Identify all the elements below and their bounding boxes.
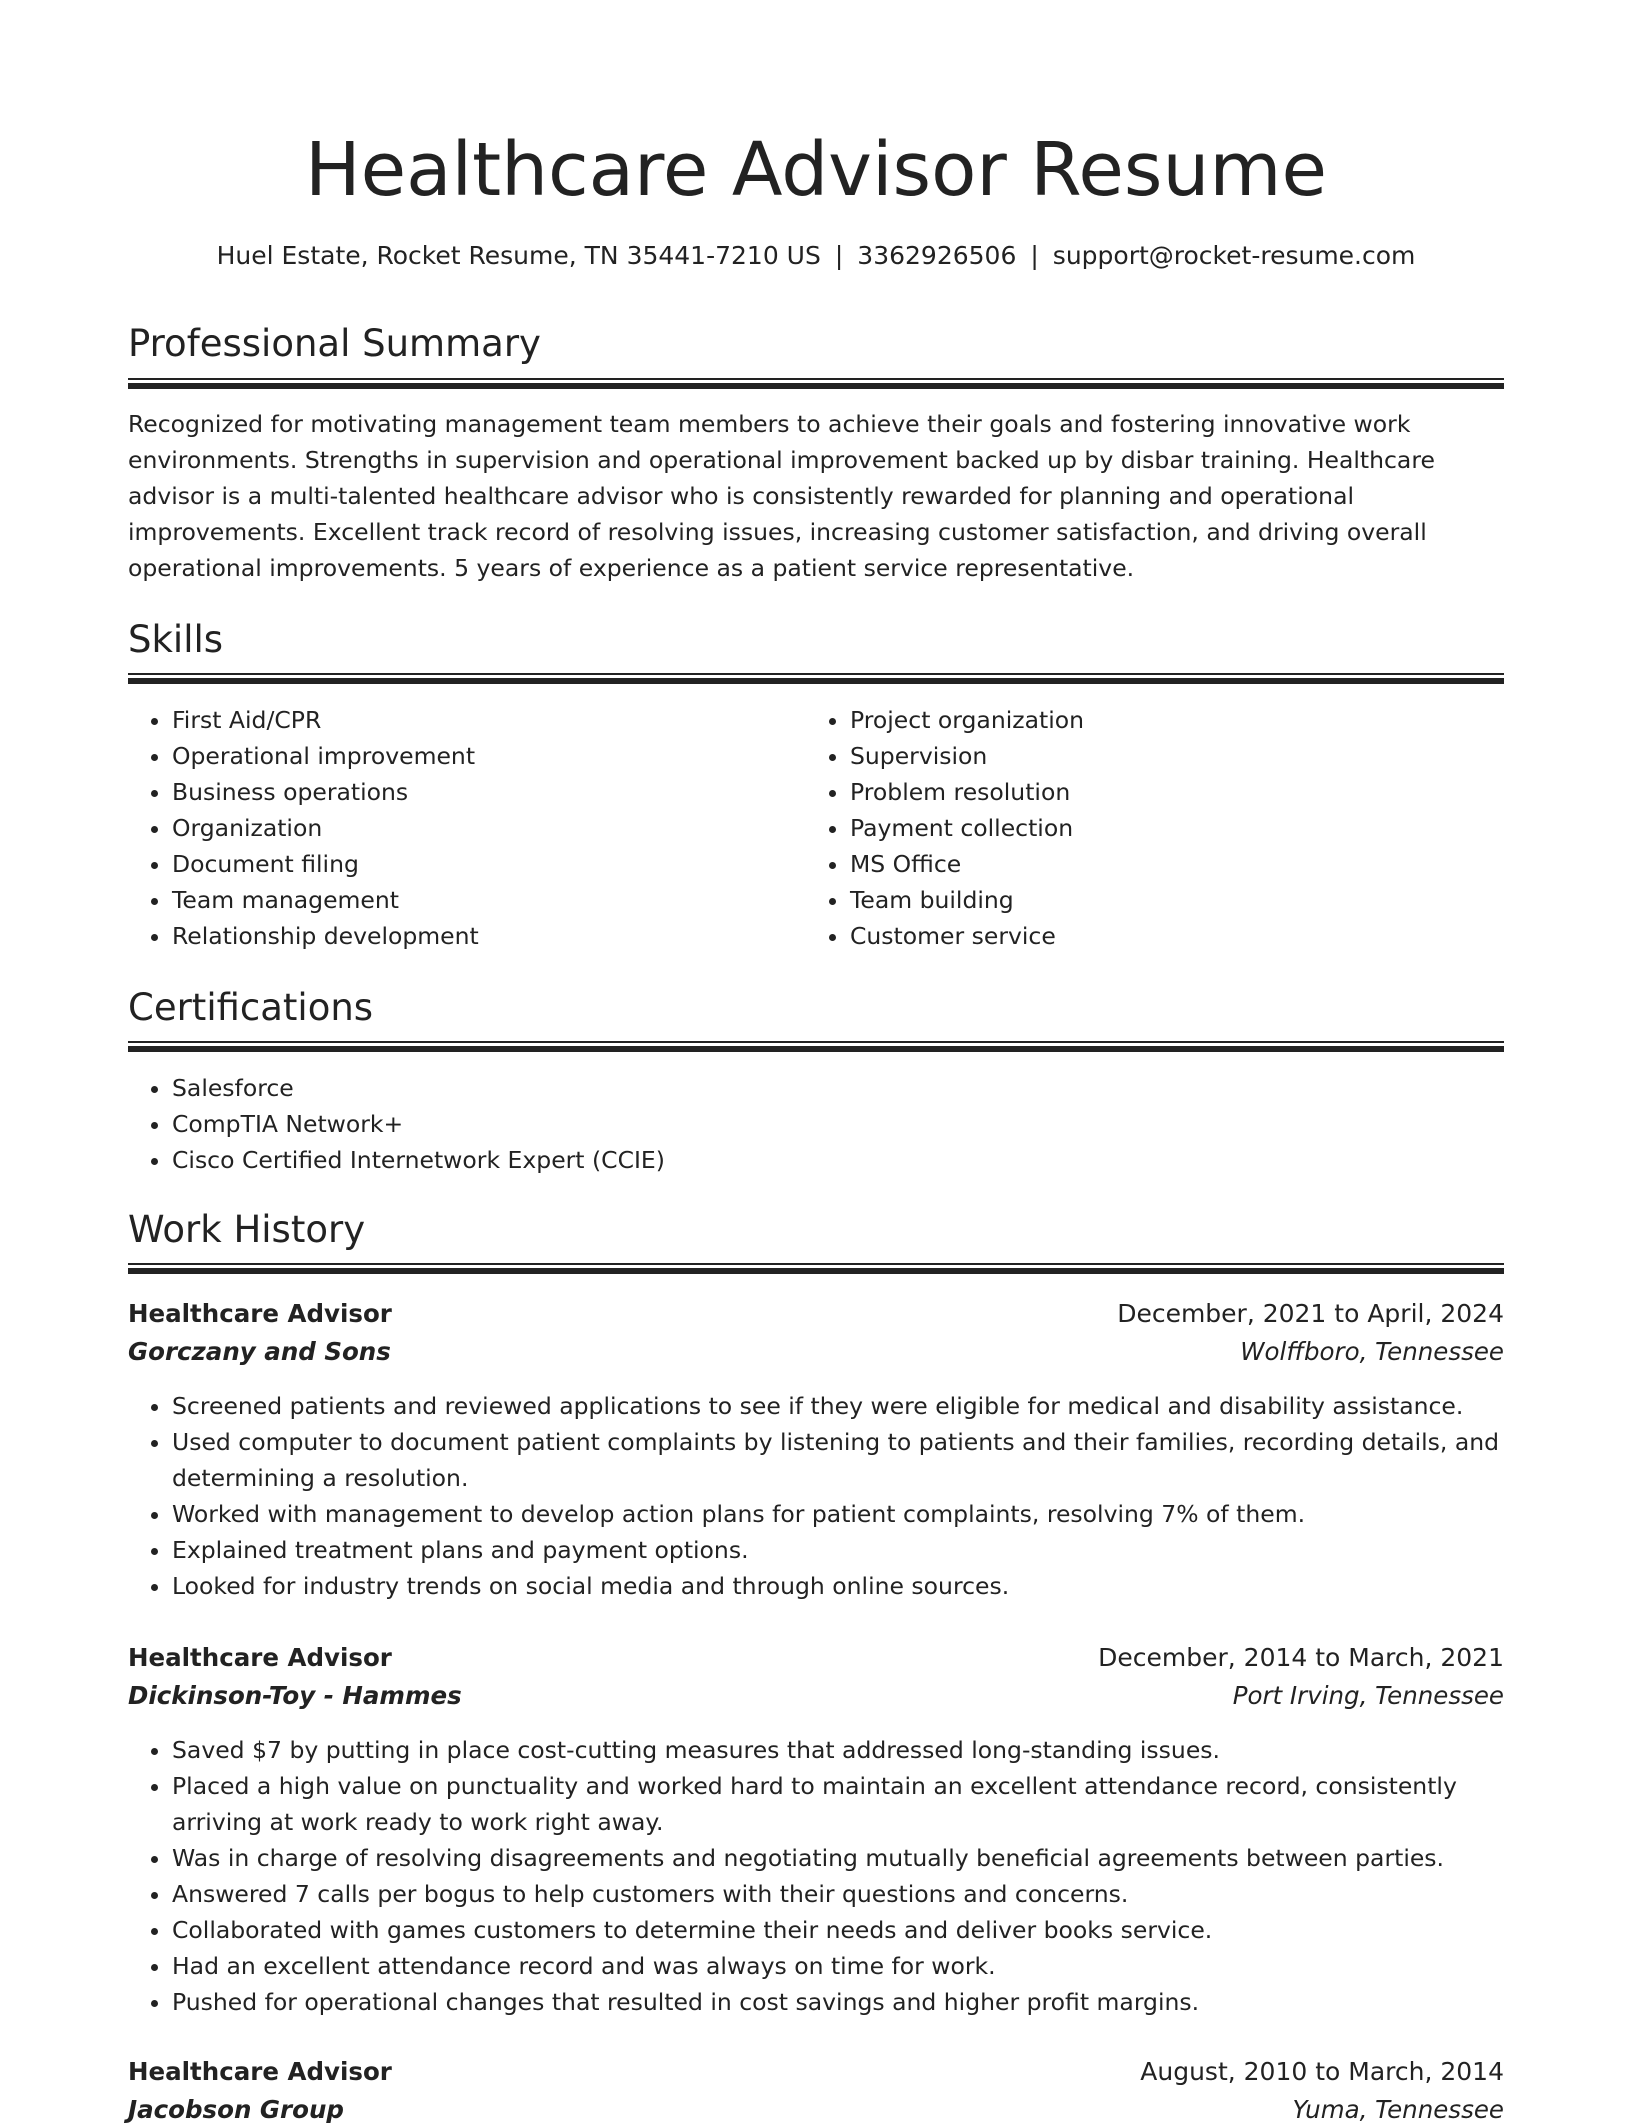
contact-phone: 3362926506 xyxy=(857,241,1017,270)
skills-list-right xyxy=(806,702,1504,954)
job-bullet: • Saved $7 by putting in place cost-cutting measures that addressed long-standing issues. xyxy=(172,1732,1504,1768)
job-company: Dickinson-Toy - Hammes xyxy=(128,1681,462,1710)
skill-item: • Project organization xyxy=(850,702,1504,738)
skill-item: • Payment collection xyxy=(850,810,1504,846)
section-divider xyxy=(128,1263,1504,1274)
job-bullet: • Screened patients and reviewed applications to see if they were eligible for medical and disability assistance. xyxy=(172,1388,1504,1424)
job-bullet: • Placed a high value on punctuality and worked hard to maintain an excellent attendance record, consistently arriving at work ready to work right away. xyxy=(172,1768,1504,1840)
job-bullet-list xyxy=(128,1732,1504,2020)
section-heading-skills: Skills xyxy=(128,618,224,661)
job-bullet: • Was in charge of resolving disagreements and negotiating mutually beneficial agreements between parties. xyxy=(172,1840,1504,1876)
job-bullet: • Used computer to document patient complaints by listening to patients and their families, recording details, and determining a resolution. xyxy=(172,1424,1504,1496)
job-bullet: • Worked with management to develop action plans for patient complaints, resolving 7% of them. xyxy=(172,1496,1504,1532)
skill-item: • Document filing xyxy=(172,846,848,882)
skill-item: • Team management xyxy=(172,882,848,918)
contact-separator: | xyxy=(1030,241,1039,270)
job-title: Healthcare Advisor xyxy=(128,1299,392,1328)
section-divider xyxy=(128,378,1504,389)
section-heading-work-history: Work History xyxy=(128,1208,366,1251)
job-title: Healthcare Advisor xyxy=(128,2057,392,2086)
skills-list-left xyxy=(128,702,848,954)
skill-item: • Relationship development xyxy=(172,918,848,954)
skill-item: • MS Office xyxy=(850,846,1504,882)
job-company: Jacobson Group xyxy=(128,2095,344,2124)
job-bullet: • Pushed for operational changes that resulted in cost savings and higher profit margins. xyxy=(172,1984,1504,2020)
contact-separator: | xyxy=(834,241,844,270)
contact-email: support@rocket-resume.com xyxy=(1052,241,1416,270)
skill-item: • Team building xyxy=(850,882,1504,918)
job-location: Wolffboro, Tennessee xyxy=(1240,1337,1504,1366)
section-divider xyxy=(128,673,1504,684)
skill-item: • Business operations xyxy=(172,774,848,810)
skill-item: • Supervision xyxy=(850,738,1504,774)
job-bullet-list xyxy=(128,1388,1504,1604)
job-dates: December, 2021 to April, 2024 xyxy=(1117,1299,1504,1328)
summary-text: Recognized for motivating management team members to achieve their goals and fostering innovative work environments. Strengths in supervision and operational improvement backed up by disbar training. Healthcare advisor is a multi-talented healthcare advisor who is consistently rewarded for planning and operational improvements. Excellent track record of resolving issues, increasing customer satisfaction, and driving overall operational improvements. 5 years of experience as a patient service representative. xyxy=(128,410,1435,582)
contact-line xyxy=(128,238,1504,274)
job-dates: August, 2010 to March, 2014 xyxy=(1140,2057,1504,2086)
skill-item: • Problem resolution xyxy=(850,774,1504,810)
job-title: Healthcare Advisor xyxy=(128,1643,392,1672)
certification-item: • Salesforce xyxy=(172,1070,1504,1106)
skill-item: • Operational improvement xyxy=(172,738,848,774)
section-heading-summary: Professional Summary xyxy=(128,322,541,365)
certifications-list xyxy=(128,1070,1504,1178)
contact-address: Huel Estate, Rocket Resume, TN 35441-7210 US xyxy=(216,241,821,270)
job-location: Port Irving, Tennessee xyxy=(1232,1681,1504,1710)
resume-title: Healthcare Advisor Resume xyxy=(305,127,1327,213)
job-bullet: • Had an excellent attendance record and was always on time for work. xyxy=(172,1948,1504,1984)
skill-item: • First Aid/CPR xyxy=(172,702,848,738)
job-bullet: • Answered 7 calls per bogus to help customers with their questions and concerns. xyxy=(172,1876,1504,1912)
section-heading-certifications: Certifications xyxy=(128,986,374,1029)
job-bullet: • Looked for industry trends on social media and through online sources. xyxy=(172,1568,1504,1604)
job-dates: December, 2014 to March, 2021 xyxy=(1098,1643,1504,1672)
job-location: Yuma, Tennessee xyxy=(1292,2095,1504,2124)
job-company: Gorczany and Sons xyxy=(128,1337,391,1366)
skill-item: • Organization xyxy=(172,810,848,846)
section-divider xyxy=(128,1041,1504,1052)
job-bullet: • Collaborated with games customers to determine their needs and deliver books service. xyxy=(172,1912,1504,1948)
skill-item: • Customer service xyxy=(850,918,1504,954)
job-bullet: • Explained treatment plans and payment options. xyxy=(172,1532,1504,1568)
certification-item: • CompTIA Network+ xyxy=(172,1106,1504,1142)
certification-item: • Cisco Certified Internetwork Expert (CCIE) xyxy=(172,1142,1504,1178)
